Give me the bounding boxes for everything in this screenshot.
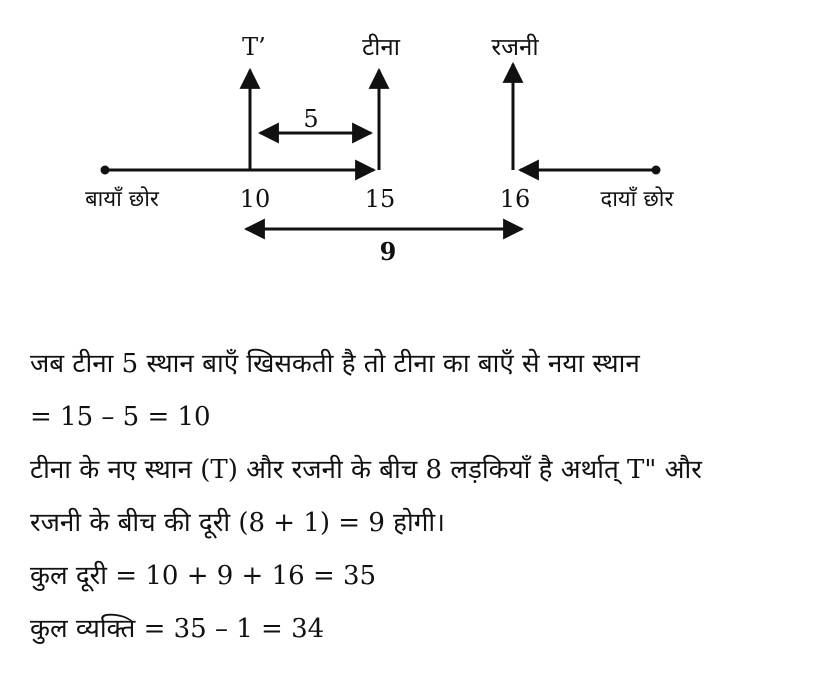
right-end-label: दायाँ छोर	[600, 187, 674, 212]
solution-line-6: कुल व्यक्ति = 35 – 1 = 34	[30, 614, 325, 644]
solution-line-3: टीना के नए स्थान (T) और रजनी के बीच 8 लड़कियाँ है अर्थात् T" और	[30, 455, 702, 485]
solution-line-5: कुल दूरी = 10 + 9 + 16 = 35	[30, 561, 377, 591]
solution-text	[30, 338, 810, 656]
left-row-line	[101, 166, 375, 175]
left-end-label: बायाँ छोर	[85, 187, 159, 212]
solution-line-1: जब टीना 5 स्थान बाएँ खिसकती है तो टीना का बाएँ से नया स्थान	[30, 349, 640, 379]
gap-9-label: 9	[379, 237, 397, 266]
position-16-label: 16	[499, 185, 531, 213]
position-10-label: 10	[239, 185, 271, 213]
t-prime-label: T’	[242, 33, 266, 61]
right-row-line	[520, 166, 661, 175]
gap-5-label: 5	[303, 105, 319, 133]
position-15-label: 15	[364, 185, 396, 213]
solution-line-4: रजनी के बीच की दूरी (8 + 1) = 9 होगी।	[30, 508, 445, 538]
solution-line-2: = 15 – 5 = 10	[30, 402, 211, 432]
rajni-label: रजनी	[491, 33, 539, 61]
seating-diagram	[0, 0, 822, 300]
tina-label: टीना	[362, 33, 400, 61]
